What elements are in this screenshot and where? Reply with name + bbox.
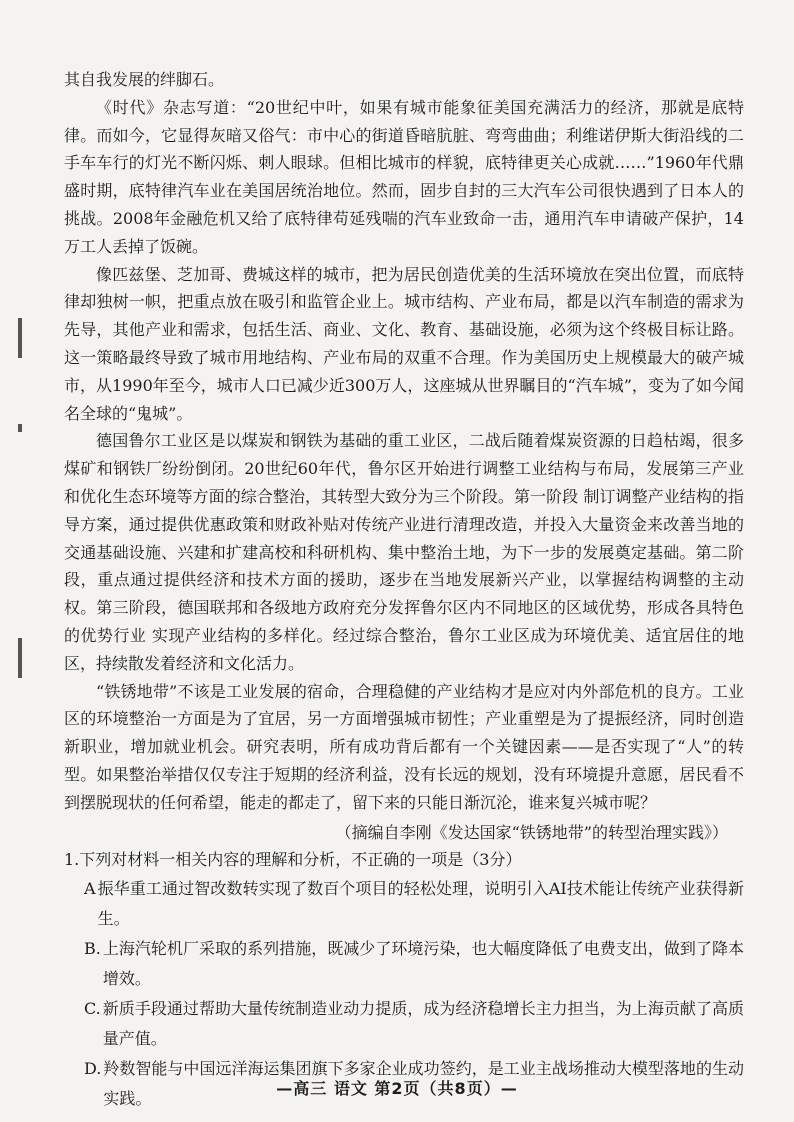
passage-paragraph: 《时代》杂志写道：“20世纪中叶，如果有城市能象征美国充满活力的经济，那就是底特律。而如今，它显得灰暗又俗气：市中心的街道昏暗肮脏、弯弯曲曲；利维诺伊斯大街沿线的二手车车行的灯光不断闪烁、刺人眼球。但相比城市的样貌，底特律更关心成就……”1960年代鼎盛时期，底特律汽车业在美国居统治地位。然而，固步自封的三大汽车公司很快遇到了日本人的挑战。2008年金融危机又给了底特律苟延残喘的汽车业致命一击，通用汽车申请破产保护，14万工人丢掉了饭碗。 <box>64 97 744 256</box>
option-text: 新质手段通过帮助大量传统制造业动力提质，成为经济稳增长主力担当，为上海贡献了高质量产值。 <box>102 999 744 1049</box>
option-letter: A <box>84 879 96 899</box>
question-stem: 1.下列对材料一相关内容的理解和分析，不正确的一项是（3分） <box>64 850 522 870</box>
option-c <box>84 994 744 1054</box>
question-1 <box>64 846 744 1114</box>
binding-mark <box>18 424 22 432</box>
option-a <box>84 874 744 934</box>
binding-mark <box>18 638 22 678</box>
option-text: 振华重工通过智改数转实现了数百个项目的轻松处理，说明引入AI技术能让传统产业获得新生。 <box>97 879 744 929</box>
passage-paragraph: 德国鲁尔工业区是以煤炭和钢铁为基础的重工业区，二战后随着煤炭资源的日趋枯竭，很多煤矿和钢铁厂纷纷倒闭。20世纪60年代，鲁尔区开始进行调整工业结构与布局，发展第三产业和优化生态环境等方面的综合整治，其转型大致分为三个阶段。第一阶段 制订调整产业结构的指导方案，通过提供优惠政策和财政补贴对传统产业进行清理改造，并投入大量资金来改善当地的交通基础设施、兴建和扩建高校和科研机构、集中整治土地，为下一步的发展奠定基础。第二阶段，重点通过提供经济和技术方面的援助，逐步在当地发展新兴产业，以掌握结构调整的主动权。第三阶段，德国联邦和各级地方政府充分发挥鲁尔区内不同地区的区域优势，形成各具特色的优势行业 实现产业结构的多样化。经过综合整治，鲁尔工业区成为环境优美、适宜居住的地区，持续散发着经济和文化活力。 <box>64 431 744 673</box>
option-text: 羚数智能与中国远洋海运集团旗下多家企业成功签约，是工业主战场推动大模型落地的生动实践。 <box>103 1059 744 1109</box>
option-letter: B. <box>84 939 101 959</box>
passage-paragraph: 其自我发展的绊脚石。 <box>64 70 225 89</box>
passage-paragraph: “铁锈地带”不该是工业发展的宿命，合理稳健的产业结构才是应对内外部危机的良方。工业区的环境整治一方面是为了宜居，另一方面增强城市韧性；产业重塑是为了提振经济，同时创造新职业，增加就业机会。研究表明，所有成功背后都有一个关键因素——是否实现了“人”的转型。如果整治举措仅仅专注于短期的经济利益，没有长远的规划，没有环境提升意愿，居民看不到摆脱现状的任何希望，能走的都走了，留下来的只能日渐沉沦，谁来复兴城市呢？ <box>64 681 744 812</box>
binding-mark <box>18 318 22 358</box>
option-letter: D. <box>84 1059 102 1079</box>
option-b <box>84 934 744 994</box>
option-text: 上海汽轮机厂采取的系列措施，既减少了环境污染，也大幅度降低了电费支出，做到了降本增效。 <box>102 939 744 989</box>
passage-source: （摘编自李刚《发达国家“铁锈地带”的转型治理实践》） <box>335 822 728 842</box>
passage-paragraph: 像匹兹堡、芝加哥、费城这样的城市，把为居民创造优美的生活环境放在突出位置，而底特律却独树一帜，把重点放在吸引和监管企业上。城市结构、产业布局，都是以汽车制造的需求为先导，其他产业和需求，包括生活、商业、文化、教育、基础设施，必须为这个终极目标让路。这一策略最终导致了城市用地结构、产业布局的双重不合理。作为美国历史上规模最大的破产城市，从1990年至今，城市人口已减少近300万人，这座城从世界瞩目的“汽车城”，变为了如今闻名全球的“鬼城”。 <box>64 264 744 423</box>
exam-content <box>64 66 744 1114</box>
option-letter: C. <box>84 999 101 1019</box>
page-footer: —高三 语文 第2页（共8页）— <box>276 1079 518 1098</box>
